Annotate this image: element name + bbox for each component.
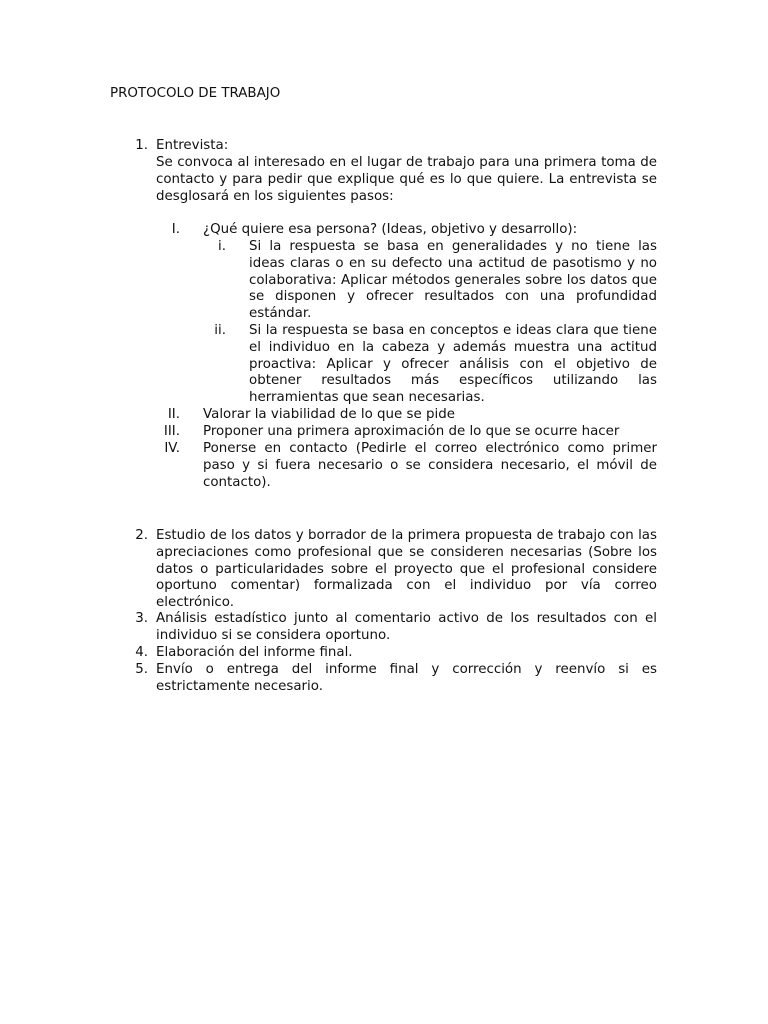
subitem-text: ¿Qué quiere esa persona? (Ideas, objetivo y desarrollo): [203, 222, 578, 237]
item-paragraph: Elaboración del informe final. [156, 645, 353, 660]
subitem-text: Valorar la viabilidad de lo que se pide [203, 407, 455, 422]
subsubitem-text: Si la respuesta se basa en conceptos e ideas clara que tiene el individuo en la cabeza y además muestra una actitud proactiva: Aplicar y ofrecer análisis con el objetivo de obtener resultados más específicos utilizando las herramientas que sean necesarias. [249, 323, 657, 405]
list-number: 1. [135, 138, 148, 153]
lower-roman-number: i. [218, 239, 226, 254]
roman-number: II. [167, 407, 180, 422]
subsubitem-text: Si la respuesta se basa en generalidades y no tiene las ideas claras o en su defecto una actitud de pasotismo y no colaborativa: Aplicar métodos generales sobre los datos que se disponen y ofrecer resultados con una profundidad estándar. [249, 239, 657, 321]
item-paragraph: Envío o entrega del informe final y corrección y reenvío si es estrictamente necesario. [156, 662, 657, 694]
subitem-text: Proponer una primera aproximación de lo que se ocurre hacer [203, 424, 620, 439]
item-paragraph: Se convoca al interesado en el lugar de trabajo para una primera toma de contacto y para pedir que explique qué es lo que quiere. La entrevista se desglosará en los siguientes pasos: [156, 155, 657, 204]
document-title: PROTOCOLO DE TRABAJO [110, 86, 281, 101]
lower-roman-number: ii. [214, 323, 226, 338]
subitem-text: Ponerse en contacto (Pedirle el correo electrónico como primer paso y si fuera necesario o se considera necesario, el móvil de contacto). [203, 441, 657, 490]
list-number: 2. [135, 528, 148, 543]
roman-number: III. [163, 424, 180, 439]
roman-number: IV. [164, 441, 180, 456]
roman-number: I. [171, 222, 180, 237]
list-number: 5. [135, 662, 148, 677]
item-paragraph: Estudio de los datos y borrador de la primera propuesta de trabajo con las apreciaciones como profesional que se consideren necesarias (Sobre los datos o particularidades sobre el proyecto que el profesional considere oportuno comentar) formalizada con el individuo por vía correo electrónico. [156, 528, 657, 610]
list-number: 3. [135, 611, 148, 626]
item-heading: Entrevista: [156, 138, 229, 153]
item-paragraph: Análisis estadístico junto al comentario activo de los resultados con el individuo si se considera oportuno. [156, 611, 657, 643]
list-number: 4. [135, 645, 148, 660]
